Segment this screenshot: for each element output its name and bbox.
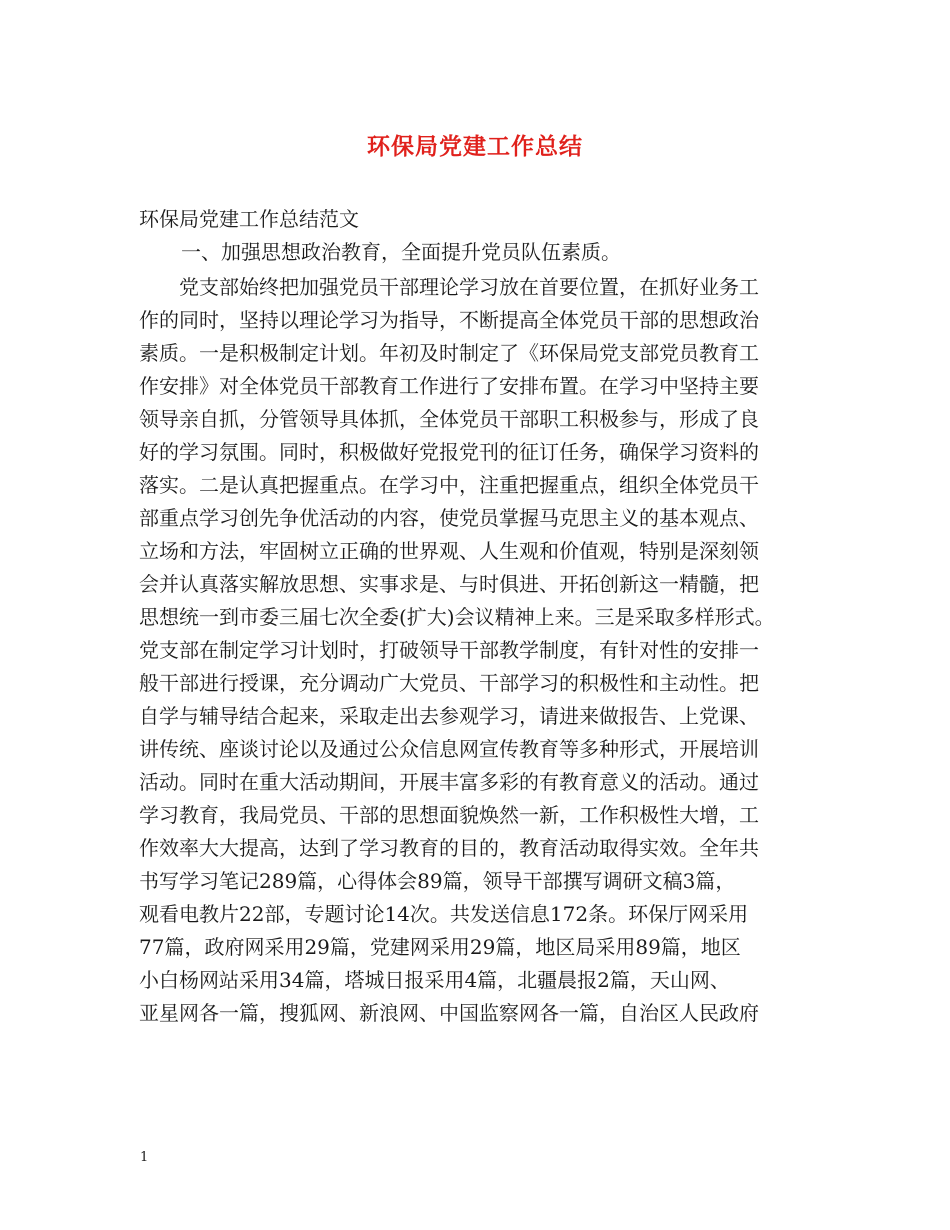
- body-line: 会并认真落实解放思想、实事求是、与时俱进、开拓创新这一精髓，把: [139, 572, 759, 596]
- body-line: 领导亲自抓，分管领导具体抓，全体党员干部职工积极参与，形成了良: [139, 407, 759, 431]
- body-line: 好的学习氛围。同时，积极做好党报党刊的征订任务，确保学习资料的: [139, 440, 759, 464]
- page-number: 1: [140, 1150, 149, 1165]
- body-line: 立场和方法，牢固树立正确的世界观、人生观和价值观，特别是深刻领: [139, 539, 759, 563]
- body-line: 学习教育，我局党员、干部的思想面貌焕然一新，工作积极性大增，工: [139, 803, 759, 827]
- document-subtitle: 环保局党建工作总结范文: [139, 207, 359, 231]
- body-line: 作的同时，坚持以理论学习为指导，不断提高全体党员干部的思想政治: [139, 308, 759, 332]
- body-line: 般干部进行授课，充分调动广大党员、干部学习的积极性和主动性。把: [139, 671, 759, 695]
- body-line: 作安排》对全体党员干部教育工作进行了安排布置。在学习中坚持主要: [139, 374, 759, 398]
- body-line: 作效率大大提高，达到了学习教育的目的，教育活动取得实效。全年共: [139, 836, 759, 860]
- body-line: 落实。二是认真把握重点。在学习中，注重把握重点，组织全体党员干: [139, 473, 759, 497]
- body-line: 自学与辅导结合起来，采取走出去参观学习，请进来做报告、上党课、: [139, 704, 759, 728]
- body-line: 活动。同时在重大活动期间，开展丰富多彩的有教育意义的活动。通过: [139, 770, 759, 794]
- body-line: 77篇，政府网采用29篇，党建网采用29篇，地区局采用89篇，地区: [139, 935, 741, 959]
- body-line: 书写学习笔记289篇，心得体会89篇，领导干部撰写调研文稿3篇，: [139, 869, 736, 893]
- body-line: 亚星网各一篇，搜狐网、新浪网、中国监察网各一篇，自治区人民政府: [139, 1001, 759, 1025]
- body-paragraph: [139, 271, 819, 1030]
- body-line: 思想统一到市委三届七次全委(扩大)会议精神上来。三是采取多样形式。: [139, 605, 775, 629]
- body-line: 党支部在制定学习计划时，打破领导干部教学制度，有针对性的安排一: [139, 638, 759, 662]
- body-line: 部重点学习创先争优活动的内容，使党员掌握马克思主义的基本观点、: [139, 506, 759, 530]
- body-line: 小白杨网站采用34篇，塔城日报采用4篇，北疆晨报2篇，天山网、: [139, 968, 730, 992]
- body-line: 素质。一是积极制定计划。年初及时制定了《环保局党支部党员教育工: [139, 341, 759, 365]
- body-line: 讲传统、座谈讨论以及通过公众信息网宣传教育等多种形式，开展培训: [139, 737, 759, 761]
- document-title: 环保局党建工作总结: [367, 133, 583, 160]
- body-line: 观看电教片22部，专题讨论14次。共发送信息172条。环保厅网采用: [139, 902, 749, 926]
- section-heading: 一、加强思想政治教育，全面提升党员队伍素质。: [181, 240, 621, 264]
- body-line: 党支部始终把加强党员干部理论学习放在首要位置，在抓好业务工: [139, 275, 759, 299]
